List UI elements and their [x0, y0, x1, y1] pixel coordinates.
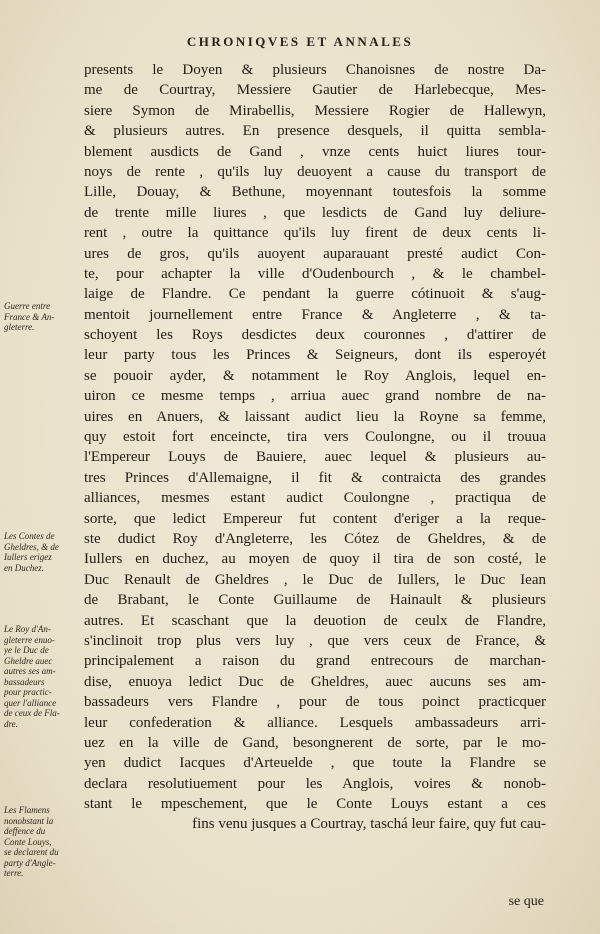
margin-note-line: Iullers erigez [4, 552, 52, 562]
margin-note-line: bassadeurs [4, 676, 45, 687]
text-line: se pouoir ayder, & notamment le Roy Anglois, lequel en- [84, 367, 546, 384]
margin-note [4, 531, 84, 573]
margin-note-line: France & An- [4, 311, 55, 322]
text-line: l'Empereur Louys de Bauiere, auec lequel & plusieurs au- [84, 449, 546, 466]
text-line: de trente mille liures , que lesdicts de Gand luy deliure- [84, 204, 546, 221]
margin-note-line: Les Flamens [4, 805, 50, 815]
text-line: uez en la ville de Gand, besongnerent de sorte, par le mo- [84, 734, 546, 751]
text-line: laige de Flandre. Ce pendant la guerre cótinuoit & s'aug- [84, 286, 546, 303]
text-line: uiron ce mesme temps , arriua auec grand nombre de na- [84, 388, 546, 405]
text-line: de Brabant, le Conte Guillaume de Hainault & plusieurs [84, 592, 546, 609]
text-line: sorte, que ledict Empereur fut content d'eriger a la reque- [84, 510, 546, 527]
text-line: leur confederation & alliance. Lesquels ambassadeurs arri- [84, 714, 546, 731]
margin-note-line: Gheldre auec [4, 655, 53, 666]
margin-note-line: de ceux de Fla- [4, 708, 60, 718]
margin-note-line: terre. [4, 868, 24, 878]
text-line: yen dudict Iacques d'Arteuelde , que toute la Flandre se [84, 755, 546, 772]
margin-note-line: Conte Louys, [4, 836, 52, 847]
text-line: autres. Et scaschant que la deuotion de ceulx de Flandre, [84, 612, 546, 629]
text-line: siere Symon de Mirabellis, Messiere Rogier de Hallewyn, [84, 102, 546, 119]
margin-note-line: se declarent du [4, 847, 59, 857]
text-line: declara resolutiuement pour les Anglois, voires & nonob- [84, 775, 546, 792]
margin-note-line: nonobstant la [4, 815, 54, 826]
text-line: noys de rente , qu'ils luy deuoyent a cause du transport de [84, 163, 546, 180]
margin-note-line: ye le Duc de [4, 645, 49, 655]
margin-note-line: gleterre. [4, 322, 35, 332]
text-line: te, pour achapter la ville d'Oudenbourch , & le chambel- [84, 265, 546, 282]
margin-note-line: autres ses am- [4, 666, 56, 676]
margin-note-line: Les Contes de [4, 531, 55, 541]
text-line: presents le Doyen & plusieurs Chanoisnes de nostre Da- [84, 62, 546, 78]
text-line: Lille, Douay, & Bethune, moyennant toutesfois la somme [84, 184, 546, 201]
text-line: quy estoit fort enceincte, tira vers Coulongne, ou il trouua [84, 429, 546, 446]
text-line: & plusieurs autres. En presence desquels, il quitta sembla- [84, 123, 546, 140]
text-line: stant le mpeschement, que le Conte Louys estant a ces [84, 796, 546, 813]
text-line: schoyent les Roys desdictes deux couronnes , d'attirer de [84, 327, 546, 344]
text-line: ures de gros, qu'ils auoyent auparauant presté audict Con- [84, 245, 546, 262]
margin-note-line: gleterre enuo- [4, 634, 55, 645]
main-text [84, 60, 546, 835]
text-line: blement ausdicts de Gand , vnze cents huict liures tour- [84, 143, 546, 160]
margin-note-line: pour practic- [4, 687, 52, 697]
text-line: bassadeurs vers Flandre , pour de tous poinct practicquer [84, 694, 546, 711]
text-line: ste dudict Roy d'Angleterre, les Cótez de Gheldres, & de [84, 530, 546, 547]
text-line: s'inclinoit trop plus vers luy , que vers ceux de France, & [84, 632, 546, 649]
margin-note [4, 805, 84, 879]
text-line: fins venu jusques a Courtray, taschá leur faire, quy fut cau- [192, 816, 546, 833]
margin-note-line: party d'Angle- [4, 857, 56, 868]
margin-note-line: en Duchez. [4, 562, 44, 573]
catchword: se que [508, 894, 544, 909]
text-line: mentoit journellement entre France & Angleterre , & ta- [84, 306, 546, 323]
margin-note-line: quer l'alliance [4, 697, 57, 708]
text-line: me de Courtray, Messiere Gautier de Harlebecque, Mes- [84, 82, 546, 99]
running-title: CHRONIQVES ET ANNALES [186, 34, 414, 49]
margin-note [4, 624, 84, 729]
margin-note-line: Le Roy d'An- [4, 624, 51, 634]
text-line: alliances, mesmes estant audict Coulongne , practiqua de [84, 490, 546, 507]
margin-note-line: Guerre entre [4, 301, 51, 311]
text-line: principalement a raison du grand entrecours de marchan- [84, 653, 546, 670]
text-line: tres Princes d'Allemaigne, il fit & contraicta des grandes [84, 469, 546, 486]
text-line: Iullers en duchez, au moyen de quoy il tira de son costé, le [84, 551, 546, 568]
text-line: Duc Renault de Gheldres , le Duc de Iullers, le Duc Iean [84, 571, 546, 588]
text-line: rent , outre la quittance qu'ils luy firent de deux cents li- [84, 225, 546, 242]
margin-note-line: Gheldres, & de [4, 541, 59, 552]
margin-note-line: dre. [4, 718, 18, 729]
text-line: dise, enuoya ledict Duc de Gheldres, auec aucuns ses am- [84, 673, 546, 690]
margin-note [4, 301, 84, 333]
text-line: leur party tous les Princes & Seigneurs, dont ils esperoyét [84, 347, 546, 364]
text-line: uires en Anuers, & laissant audict lieu la Royne sa femme, [84, 408, 546, 425]
margin-note-line: deffence du [4, 826, 46, 836]
